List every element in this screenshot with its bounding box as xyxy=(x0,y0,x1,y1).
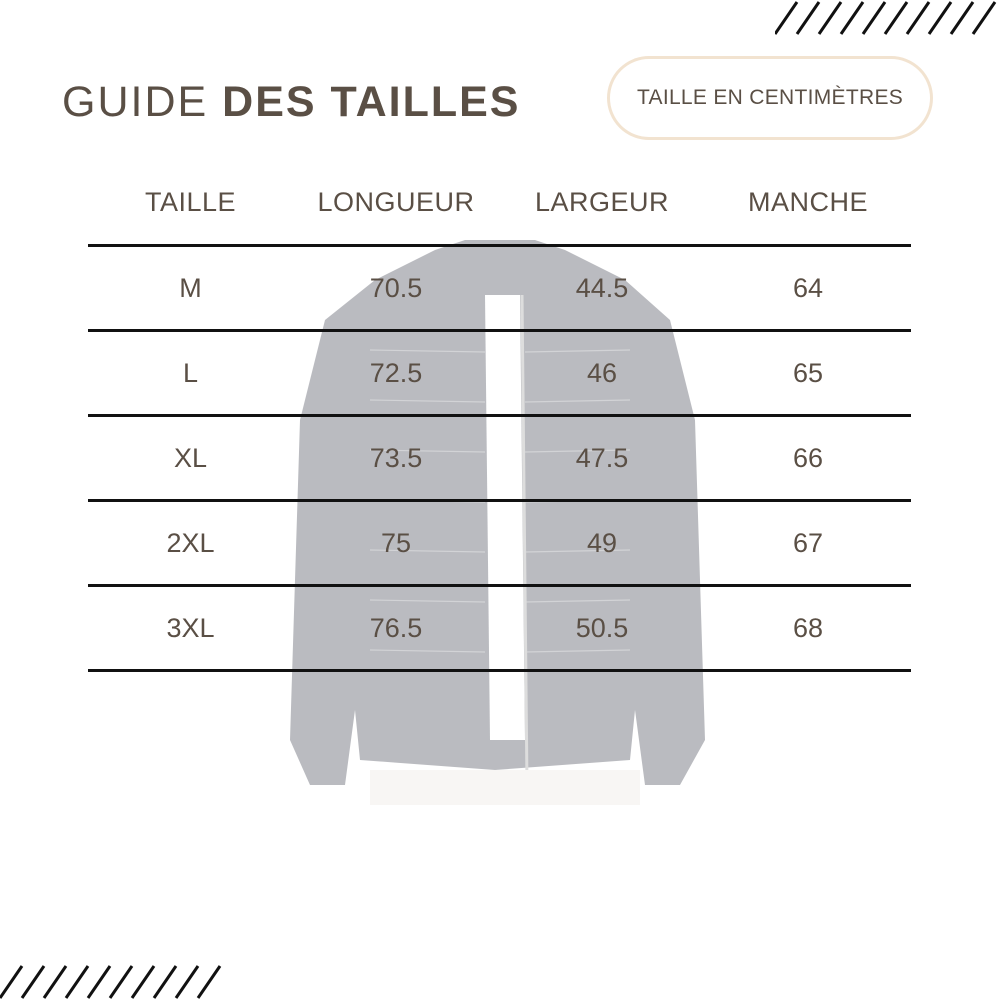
table-row xyxy=(88,244,911,329)
sleeve-cell: 66 xyxy=(792,442,824,473)
sleeve-cell: 65 xyxy=(792,357,824,388)
sleeve-cell: 64 xyxy=(792,272,824,303)
size-cell: XL xyxy=(173,442,208,473)
diagonal-stripes-icon xyxy=(775,0,1000,36)
table-row xyxy=(88,584,911,672)
length-cell: 70.5 xyxy=(369,272,423,303)
column-header-manche: MANCHE xyxy=(747,186,868,217)
size-cell: L xyxy=(182,357,199,388)
length-cell: 75 xyxy=(380,527,412,558)
column-header-largeur: LARGEUR xyxy=(534,186,670,217)
sleeve-cell: 67 xyxy=(792,527,824,558)
size-cell: 3XL xyxy=(166,612,215,643)
width-cell: 50.5 xyxy=(575,612,629,643)
table-row xyxy=(88,499,911,584)
title-bold: DES TAILLES xyxy=(222,78,521,126)
size-cell: M xyxy=(179,272,202,303)
table-row xyxy=(88,329,911,414)
title-light: GUIDE xyxy=(62,78,209,126)
page-title xyxy=(62,78,520,127)
width-cell: 47.5 xyxy=(575,442,629,473)
sleeve-cell: 68 xyxy=(792,612,824,643)
column-header-taille: TAILLE xyxy=(144,186,237,217)
table-row xyxy=(88,414,911,499)
width-cell: 49 xyxy=(586,527,618,558)
diagonal-stripes-icon xyxy=(0,964,225,1000)
length-cell: 72.5 xyxy=(369,357,423,388)
length-cell: 73.5 xyxy=(369,442,423,473)
length-cell: 76.5 xyxy=(369,612,423,643)
width-cell: 46 xyxy=(586,357,618,388)
table-header-row xyxy=(88,160,911,244)
size-table xyxy=(88,160,911,672)
column-header-longueur: LONGUEUR xyxy=(317,186,475,217)
size-cell: 2XL xyxy=(166,527,215,558)
unit-badge xyxy=(607,56,933,140)
width-cell: 44.5 xyxy=(575,272,629,303)
unit-label: TAILLE EN CENTIMÈTRES xyxy=(636,86,904,109)
